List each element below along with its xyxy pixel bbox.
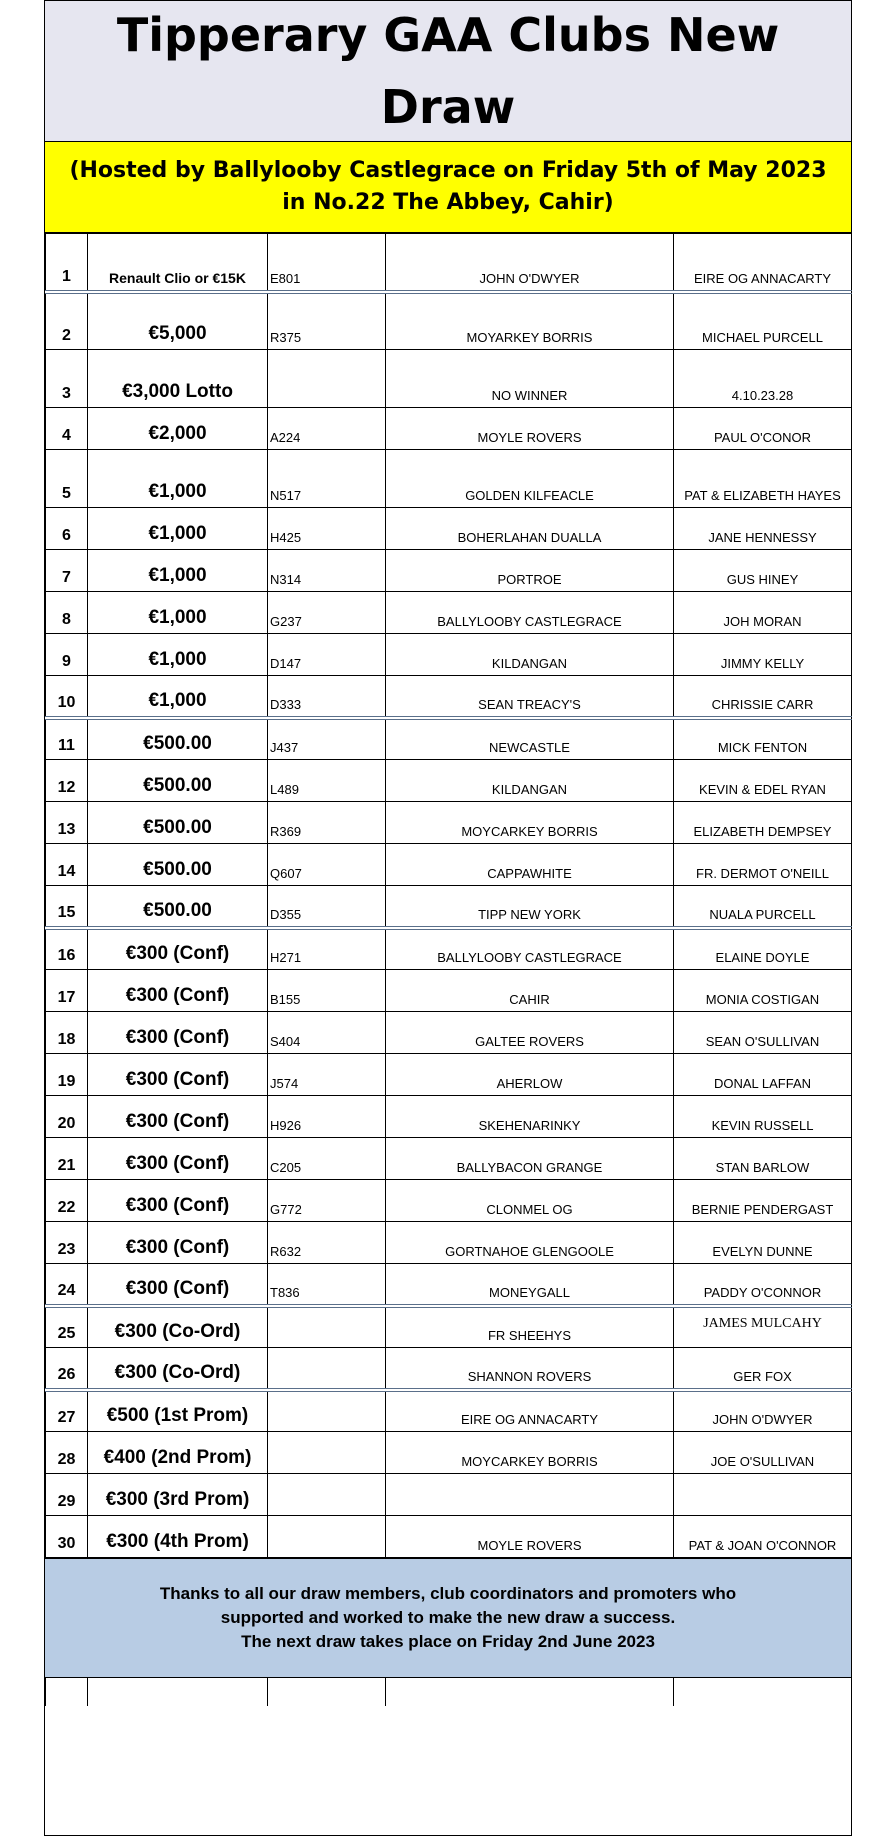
row-number: 14 <box>46 844 88 886</box>
ticket-cell <box>268 1348 386 1390</box>
table-row <box>46 1306 852 1348</box>
prize-cell: €1,000 <box>88 508 268 550</box>
winner-cell: KEVIN RUSSELL <box>674 1096 852 1138</box>
table-row <box>46 450 852 508</box>
ticket-cell: G237 <box>268 592 386 634</box>
ticket-cell: C205 <box>268 1138 386 1180</box>
row-number: 4 <box>46 408 88 450</box>
prize-cell: €300 (Co-Ord) <box>88 1348 268 1390</box>
ticket-cell: L489 <box>268 760 386 802</box>
row-number: 9 <box>46 634 88 676</box>
winner-cell: ELAINE DOYLE <box>674 928 852 970</box>
prize-cell: €2,000 <box>88 408 268 450</box>
row-number: 7 <box>46 550 88 592</box>
winner-cell: ELIZABETH DEMPSEY <box>674 802 852 844</box>
prize-cell: €500.00 <box>88 886 268 928</box>
winner-cell: JANE HENNESSY <box>674 508 852 550</box>
ticket-cell <box>268 1432 386 1474</box>
winner-cell: JOH MORAN <box>674 592 852 634</box>
ticket-cell: R375 <box>268 292 386 350</box>
club-cell: PORTROE <box>386 550 674 592</box>
footer-line-3: The next draw takes place on Friday 2nd June 2023 <box>241 1632 655 1651</box>
club-cell <box>386 1474 674 1516</box>
ticket-cell: J574 <box>268 1054 386 1096</box>
table-row <box>46 408 852 450</box>
club-cell: BALLYLOOBY CASTLEGRACE <box>386 928 674 970</box>
table-row <box>46 676 852 718</box>
prize-cell: €300 (4th Prom) <box>88 1516 268 1558</box>
winner-cell: DONAL LAFFAN <box>674 1054 852 1096</box>
winner-cell: KEVIN & EDEL RYAN <box>674 760 852 802</box>
row-number: 8 <box>46 592 88 634</box>
table-row <box>46 1432 852 1474</box>
prize-cell: €3,000 Lotto <box>88 350 268 408</box>
ticket-cell: S404 <box>268 1012 386 1054</box>
row-number: 5 <box>46 450 88 508</box>
footer-banner <box>45 1558 851 1677</box>
ticket-cell: H425 <box>268 508 386 550</box>
winner-cell: CHRISSIE CARR <box>674 676 852 718</box>
club-cell: SEAN TREACY'S <box>386 676 674 718</box>
ticket-cell: N517 <box>268 450 386 508</box>
ticket-cell <box>268 1474 386 1516</box>
table-row <box>46 760 852 802</box>
row-number: 2 <box>46 292 88 350</box>
row-number: 26 <box>46 1348 88 1390</box>
prize-cell: €300 (Conf) <box>88 1138 268 1180</box>
prize-cell: €400 (2nd Prom) <box>88 1432 268 1474</box>
winner-cell: GUS HINEY <box>674 550 852 592</box>
prize-cell: €500.00 <box>88 802 268 844</box>
prize-cell: €300 (Conf) <box>88 1180 268 1222</box>
prize-cell: €500.00 <box>88 760 268 802</box>
table-row <box>46 970 852 1012</box>
club-cell: SKEHENARINKY <box>386 1096 674 1138</box>
table-row <box>46 886 852 928</box>
row-number: 22 <box>46 1180 88 1222</box>
grid-cell <box>386 1678 674 1706</box>
row-number: 24 <box>46 1264 88 1306</box>
ticket-cell: D147 <box>268 634 386 676</box>
prize-cell: €5,000 <box>88 292 268 350</box>
table-row <box>46 1096 852 1138</box>
club-cell: MONEYGALL <box>386 1264 674 1306</box>
row-number: 16 <box>46 928 88 970</box>
club-cell: EIRE OG ANNACARTY <box>386 1390 674 1432</box>
draw-results-sheet <box>44 0 852 1836</box>
winner-cell: JAMES MULCAHY <box>674 1306 852 1348</box>
grid-cell <box>674 1678 852 1706</box>
prize-cell: €300 (Conf) <box>88 1012 268 1054</box>
winner-cell: JIMMY KELLY <box>674 634 852 676</box>
row-number: 15 <box>46 886 88 928</box>
club-cell: NO WINNER <box>386 350 674 408</box>
club-cell: MOYCARKEY BORRIS <box>386 1432 674 1474</box>
ticket-cell: Q607 <box>268 844 386 886</box>
table-row <box>46 1180 852 1222</box>
row-number: 28 <box>46 1432 88 1474</box>
table-row <box>46 1264 852 1306</box>
prize-cell: €500 (1st Prom) <box>88 1390 268 1432</box>
ticket-cell: D355 <box>268 886 386 928</box>
ticket-cell: J437 <box>268 718 386 760</box>
row-number: 13 <box>46 802 88 844</box>
club-cell: FR SHEEHYS <box>386 1306 674 1348</box>
prize-cell: €1,000 <box>88 550 268 592</box>
prize-cell: €1,000 <box>88 450 268 508</box>
trailing-grid <box>45 1677 852 1706</box>
club-cell: KILDANGAN <box>386 760 674 802</box>
ticket-cell: R369 <box>268 802 386 844</box>
prize-cell: €300 (3rd Prom) <box>88 1474 268 1516</box>
ticket-cell: H271 <box>268 928 386 970</box>
prize-cell: €300 (Co-Ord) <box>88 1306 268 1348</box>
row-number: 30 <box>46 1516 88 1558</box>
prize-cell: €300 (Conf) <box>88 928 268 970</box>
table-row <box>46 1054 852 1096</box>
table-row <box>46 350 852 408</box>
row-number: 19 <box>46 1054 88 1096</box>
winner-cell: JOHN O'DWYER <box>674 1390 852 1432</box>
prize-cell: €300 (Conf) <box>88 970 268 1012</box>
club-cell: TIPP NEW YORK <box>386 886 674 928</box>
winner-cell: EVELYN DUNNE <box>674 1222 852 1264</box>
prize-cell: €1,000 <box>88 592 268 634</box>
row-number: 11 <box>46 718 88 760</box>
grid-cell <box>46 1678 88 1706</box>
club-cell: SHANNON ROVERS <box>386 1348 674 1390</box>
table-row <box>46 928 852 970</box>
ticket-cell: A224 <box>268 408 386 450</box>
table-row <box>46 1474 852 1516</box>
table-row <box>46 592 852 634</box>
row-number: 18 <box>46 1012 88 1054</box>
prize-cell: €500.00 <box>88 718 268 760</box>
table-row <box>46 292 852 350</box>
page-subtitle: (Hosted by Ballylooby Castlegrace on Friday 5th of May 2023 in No.22 The Abbey, Cahir) <box>69 158 827 215</box>
club-cell: GORTNAHOE GLENGOOLE <box>386 1222 674 1264</box>
winner-cell: PAT & JOAN O'CONNOR <box>674 1516 852 1558</box>
winner-cell: MONIA COSTIGAN <box>674 970 852 1012</box>
ticket-cell <box>268 1306 386 1348</box>
prize-cell: €1,000 <box>88 676 268 718</box>
club-cell: CLONMEL OG <box>386 1180 674 1222</box>
table-row <box>46 234 852 292</box>
footer-line-1: Thanks to all our draw members, club coordinators and promoters who <box>159 1584 737 1603</box>
subtitle-banner <box>45 142 851 233</box>
page-title: Tipperary GAA Clubs New Draw <box>116 8 780 134</box>
table-row <box>46 844 852 886</box>
club-cell: BOHERLAHAN DUALLA <box>386 508 674 550</box>
prize-cell: Renault Clio or €15K <box>88 234 268 292</box>
winner-cell: FR. DERMOT O'NEILL <box>674 844 852 886</box>
club-cell: CAPPAWHITE <box>386 844 674 886</box>
winner-cell: MICHAEL PURCELL <box>674 292 852 350</box>
winner-cell: SEAN O'SULLIVAN <box>674 1012 852 1054</box>
row-number: 25 <box>46 1306 88 1348</box>
club-cell: BALLYBACON GRANGE <box>386 1138 674 1180</box>
club-cell: MOYLE ROVERS <box>386 408 674 450</box>
ticket-cell: N314 <box>268 550 386 592</box>
winner-cell: EIRE OG ANNACARTY <box>674 234 852 292</box>
row-number: 21 <box>46 1138 88 1180</box>
table-row <box>46 718 852 760</box>
winner-cell: GER FOX <box>674 1348 852 1390</box>
results-table-body <box>46 234 852 1558</box>
row-number: 23 <box>46 1222 88 1264</box>
club-cell: AHERLOW <box>386 1054 674 1096</box>
table-row <box>46 1138 852 1180</box>
row-number: 29 <box>46 1474 88 1516</box>
ticket-cell: B155 <box>268 970 386 1012</box>
club-cell: CAHIR <box>386 970 674 1012</box>
winner-cell: MICK FENTON <box>674 718 852 760</box>
prize-cell: €300 (Conf) <box>88 1264 268 1306</box>
table-row <box>46 634 852 676</box>
title-banner <box>45 1 851 142</box>
club-cell: KILDANGAN <box>386 634 674 676</box>
winner-cell <box>674 1474 852 1516</box>
table-row <box>46 1222 852 1264</box>
table-row <box>46 1012 852 1054</box>
winner-cell: JOE O'SULLIVAN <box>674 1432 852 1474</box>
ticket-cell <box>268 350 386 408</box>
ticket-cell <box>268 1516 386 1558</box>
winner-cell: PAT & ELIZABETH HAYES <box>674 450 852 508</box>
winner-cell: STAN BARLOW <box>674 1138 852 1180</box>
club-cell: MOYARKEY BORRIS <box>386 292 674 350</box>
club-cell: JOHN O'DWYER <box>386 234 674 292</box>
ticket-cell: T836 <box>268 1264 386 1306</box>
table-row <box>46 1348 852 1390</box>
ticket-cell: H926 <box>268 1096 386 1138</box>
winner-cell: PAUL O'CONOR <box>674 408 852 450</box>
row-number: 17 <box>46 970 88 1012</box>
ticket-cell <box>268 1390 386 1432</box>
grid-cell <box>268 1678 386 1706</box>
prize-cell: €300 (Conf) <box>88 1096 268 1138</box>
prize-cell: €300 (Conf) <box>88 1054 268 1096</box>
ticket-cell: R632 <box>268 1222 386 1264</box>
row-number: 1 <box>46 234 88 292</box>
club-cell: GOLDEN KILFEACLE <box>386 450 674 508</box>
prize-cell: €500.00 <box>88 844 268 886</box>
club-cell: BALLYLOOBY CASTLEGRACE <box>386 592 674 634</box>
row-number: 27 <box>46 1390 88 1432</box>
prize-cell: €300 (Conf) <box>88 1222 268 1264</box>
ticket-cell: G772 <box>268 1180 386 1222</box>
table-row <box>46 802 852 844</box>
row-number: 20 <box>46 1096 88 1138</box>
row-number: 10 <box>46 676 88 718</box>
ticket-cell: E801 <box>268 234 386 292</box>
table-row <box>46 1516 852 1558</box>
results-table <box>45 233 852 1558</box>
prize-cell: €1,000 <box>88 634 268 676</box>
table-row <box>46 550 852 592</box>
ticket-cell: D333 <box>268 676 386 718</box>
club-cell: NEWCASTLE <box>386 718 674 760</box>
trailing-grid-row <box>46 1678 852 1706</box>
club-cell: MOYCARKEY BORRIS <box>386 802 674 844</box>
table-row <box>46 508 852 550</box>
row-number: 3 <box>46 350 88 408</box>
winner-cell: BERNIE PENDERGAST <box>674 1180 852 1222</box>
row-number: 6 <box>46 508 88 550</box>
grid-cell <box>88 1678 268 1706</box>
row-number: 12 <box>46 760 88 802</box>
winner-cell: PADDY O'CONNOR <box>674 1264 852 1306</box>
winner-cell: NUALA PURCELL <box>674 886 852 928</box>
club-cell: MOYLE ROVERS <box>386 1516 674 1558</box>
table-row <box>46 1390 852 1432</box>
club-cell: GALTEE ROVERS <box>386 1012 674 1054</box>
footer-line-2: supported and worked to make the new draw a success. <box>220 1608 676 1627</box>
winner-cell: 4.10.23.28 <box>674 350 852 408</box>
